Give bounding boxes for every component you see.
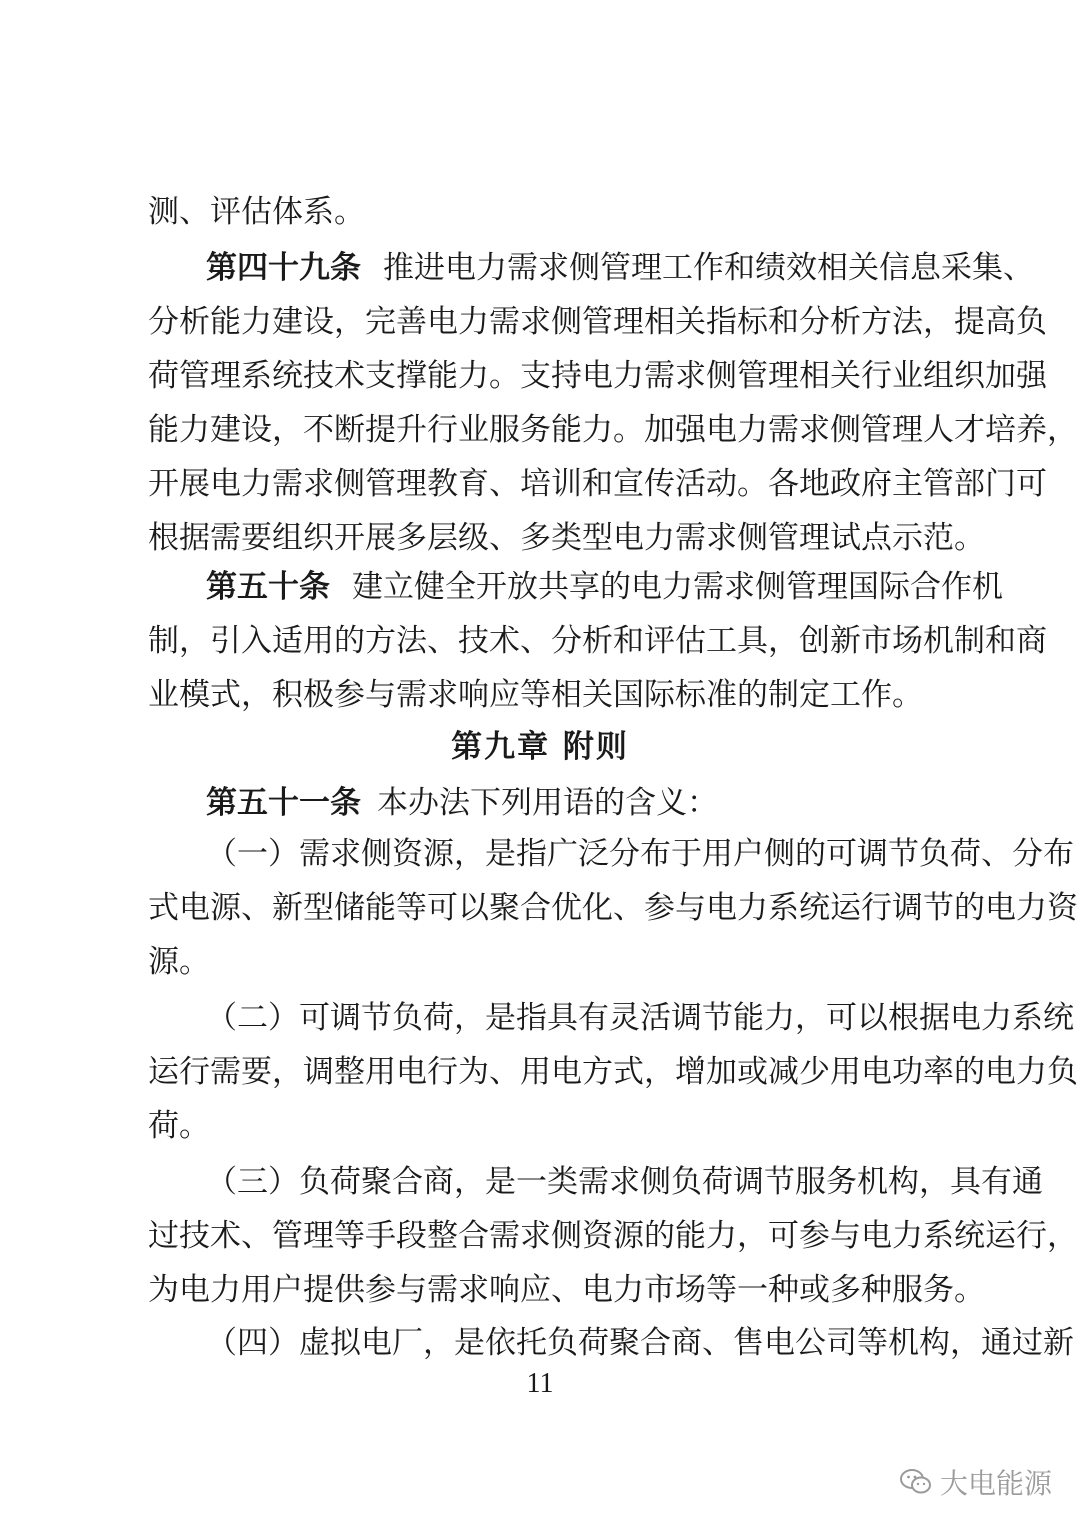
definition-1-line: （一）需求侧资源，是指广泛分布于用户侧的可调节负荷、分布 — [206, 836, 1074, 872]
paragraph-line: 能力建设，不断提升行业服务能力。加强电力需求侧管理人才培养， — [148, 412, 1078, 448]
chapter-heading: 第九章 附则 — [451, 729, 629, 765]
page-number: 11 — [526, 1368, 554, 1399]
article-50-line: 第五十条 建立健全开放共享的电力需求侧管理国际合作机 — [206, 569, 1003, 605]
article-50-heading: 第五十条 — [206, 569, 330, 605]
paragraph-line: 式电源、新型储能等可以聚合优化、参与电力系统运行调节的电力资 — [148, 890, 1078, 926]
paragraph-line: 运行需要，调整用电行为、用电方式，增加或减少用电功率的电力负 — [148, 1054, 1078, 1090]
wechat-icon — [900, 1468, 932, 1496]
watermark-label: 大电能源 — [940, 1467, 1053, 1500]
paragraph-line: 为电力用户提供参与需求响应、电力市场等一种或多种服务。 — [148, 1272, 985, 1308]
paragraph-line: 根据需要组织开展多层级、多类型电力需求侧管理试点示范。 — [148, 520, 985, 556]
paragraph-line: 荷。 — [148, 1108, 210, 1144]
article-49-heading: 第四十九条 — [206, 250, 361, 286]
paragraph-line: 开展电力需求侧管理教育、培训和宣传活动。各地政府主管部门可 — [148, 466, 1047, 502]
watermark — [900, 1462, 1052, 1502]
paragraph-line: 分析能力建设，完善电力需求侧管理相关指标和分析方法，提高负 — [148, 304, 1047, 340]
paragraph-line: 荷管理系统技术支撑能力。支持电力需求侧管理相关行业组织加强 — [148, 358, 1047, 394]
paragraph-line: 源。 — [148, 944, 210, 980]
definition-2-line: （二）可调节负荷，是指具有灵活调节能力，可以根据电力系统 — [206, 1000, 1074, 1036]
definition-4-line: （四）虚拟电厂，是依托负荷聚合商、售电公司等机构，通过新 — [206, 1325, 1074, 1361]
paragraph-line: 制，引入适用的方法、技术、分析和评估工具，创新市场机制和商 — [148, 623, 1047, 659]
article-49-line: 第四十九条 推进电力需求侧管理工作和绩效相关信息采集、 — [206, 250, 1034, 286]
paragraph-line: 测、评估体系。 — [148, 194, 365, 230]
article-51-line: 第五十一条 本办法下列用语的含义： — [206, 785, 718, 821]
paragraph-line: 过技术、管理等手段整合需求侧资源的能力，可参与电力系统运行， — [148, 1218, 1078, 1254]
paragraph-line: 业模式，积极参与需求响应等相关国际标准的制定工作。 — [148, 677, 923, 713]
definition-3-line: （三）负荷聚合商，是一类需求侧负荷调节服务机构，具有通 — [206, 1164, 1043, 1200]
article-51-heading: 第五十一条 — [206, 785, 361, 821]
